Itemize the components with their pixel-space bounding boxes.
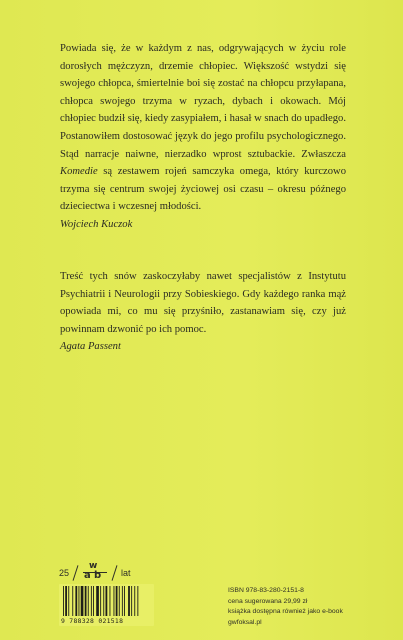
signature-kuczok: Wojciech Kuczok: [60, 218, 133, 230]
signature-passent: Agata Passent: [60, 341, 121, 353]
anniversary-number: 25: [59, 568, 70, 578]
isbn-barcode: [59, 584, 154, 626]
slash-divider: [73, 565, 79, 581]
imprint-block: [228, 586, 343, 628]
blurb-passent-text: Treść tych snów zaskoczyłaby nawet specjalistów z Instytutu Psychiatrii i Neurologii przy Sobieskiego. Gdy każdego ranka mąż opowiada mi, co mu się przyśniło, zastanawiam się, czy już powinnam dzwonić po ich pomoc.: [60, 271, 346, 335]
ebook-text: książka dostępna również jako e-book: [228, 608, 343, 615]
publisher-logo: w a b: [82, 562, 108, 584]
anniversary-word: lat: [121, 568, 131, 578]
price-text: cena sugerowana 29,99 zł: [228, 597, 308, 605]
anniversary-mark: [59, 562, 131, 584]
website-text: gwfoksal.pl: [228, 618, 262, 626]
barcode-digits: 9 788328 021518: [61, 617, 124, 625]
isbn-text: ISBN 978-83-280-2151-8: [228, 587, 304, 594]
slash-divider: [112, 565, 118, 581]
blurb-kuczok-text: Powiada się, że w każdym z nas, odgrywających w życiu role dorosłych mężczyzn, drzemie chłopiec. Większość wstydzi się swojego chłopca, śmiertelnie boi się zostać na chłopcu przyłapana, chłopca swojego trzyma w ryzach, dybach i okowach. Mój chłopiec budził się, kiedy zasypiałem, i hasał w snach do upadłego. Postanowiłem dostosować język do jego profilu psychologicznego. Stąd narracje naiwne, nierzadko wprost sztubackie. Zwłaszcza Komedie są zestawem rojeń samczyka omega, który kurczowo trzyma się centrum swojej życiowej osi czasu – okresu późnego dzieciectwa i wczesnej młodości.: [60, 43, 346, 213]
blurb-passent: [60, 268, 346, 356]
barcode-bars: [63, 586, 150, 616]
book-title-italic: Komedie: [60, 166, 98, 178]
blurb-kuczok: [60, 40, 346, 234]
